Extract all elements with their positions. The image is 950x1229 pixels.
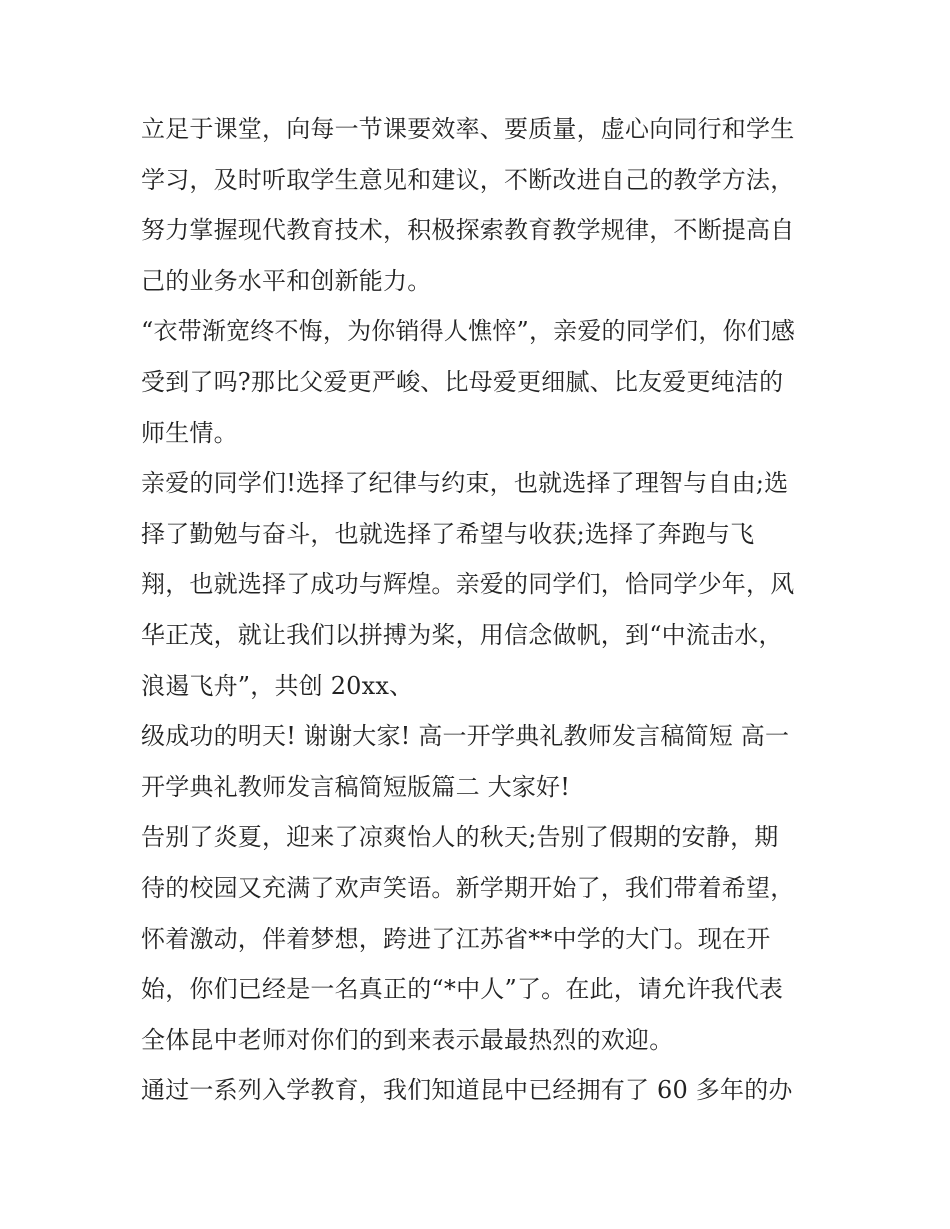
text-line-2: 学习，及时听取学生意见和建议，不断改进自己的教学方法， (141, 165, 795, 194)
text-line-3: 努力掌握现代教育技术，积极探索教育教学规律，不断提高自 (141, 216, 795, 245)
text-line-13: 级成功的明天! 谢谢大家! 高一开学典礼教师发言稿简短 高一 (141, 722, 790, 751)
text-line-7: 师生情。 (141, 418, 238, 447)
document-body (141, 109, 821, 1121)
text-line-11: 华正茂，就让我们以拼搏为桨，用信念做帆，到“中流击水， (141, 620, 783, 649)
text-line-4: 己的业务水平和创新能力。 (141, 266, 432, 295)
text-line-18: 始，你们已经是一名真正的“*中人”了。在此，请允许我代表 (141, 975, 784, 1004)
text-line-19: 全体昆中老师对你们的到来表示最最热烈的欢迎。 (141, 1025, 674, 1054)
text-line-5: “衣带渐宽终不悔，为你销得人憔悴”，亲爱的同学们，你们感 (141, 317, 796, 346)
text-line-20: 通过一系列入学教育，我们知道昆中已经拥有了 60 多年的办 (141, 1076, 793, 1105)
text-line-1: 立足于课堂，向每一节课要效率、要质量，虚心向同行和学生 (141, 115, 795, 143)
text-line-14: 开学典礼教师发言稿简短版篇二 大家好! (141, 772, 571, 801)
text-line-17: 怀着激动，伴着梦想，跨进了江苏省**中学的大门。现在开 (141, 924, 771, 953)
text-line-8: 亲爱的同学们!选择了纪律与约束，也就选择了理智与自由;选 (141, 469, 789, 498)
text-line-9: 择了勤勉与奋斗，也就选择了希望与收获;选择了奔跑与飞 (141, 519, 755, 548)
text-line-15: 告别了炎夏，迎来了凉爽怡人的秋天;告别了假期的安静，期 (141, 823, 779, 852)
text-line-12: 浪遏飞舟”，共创 20xx、 (141, 671, 414, 700)
text-line-10: 翔，也就选择了成功与辉煌。亲爱的同学们，恰同学少年，风 (141, 570, 795, 599)
text-line-16: 待的校园又充满了欢声笑语。新学期开始了，我们带着希望， (141, 873, 795, 902)
text-line-6: 受到了吗?那比父爱更严峻、比母爱更细腻、比友爱更纯洁的 (141, 367, 784, 396)
